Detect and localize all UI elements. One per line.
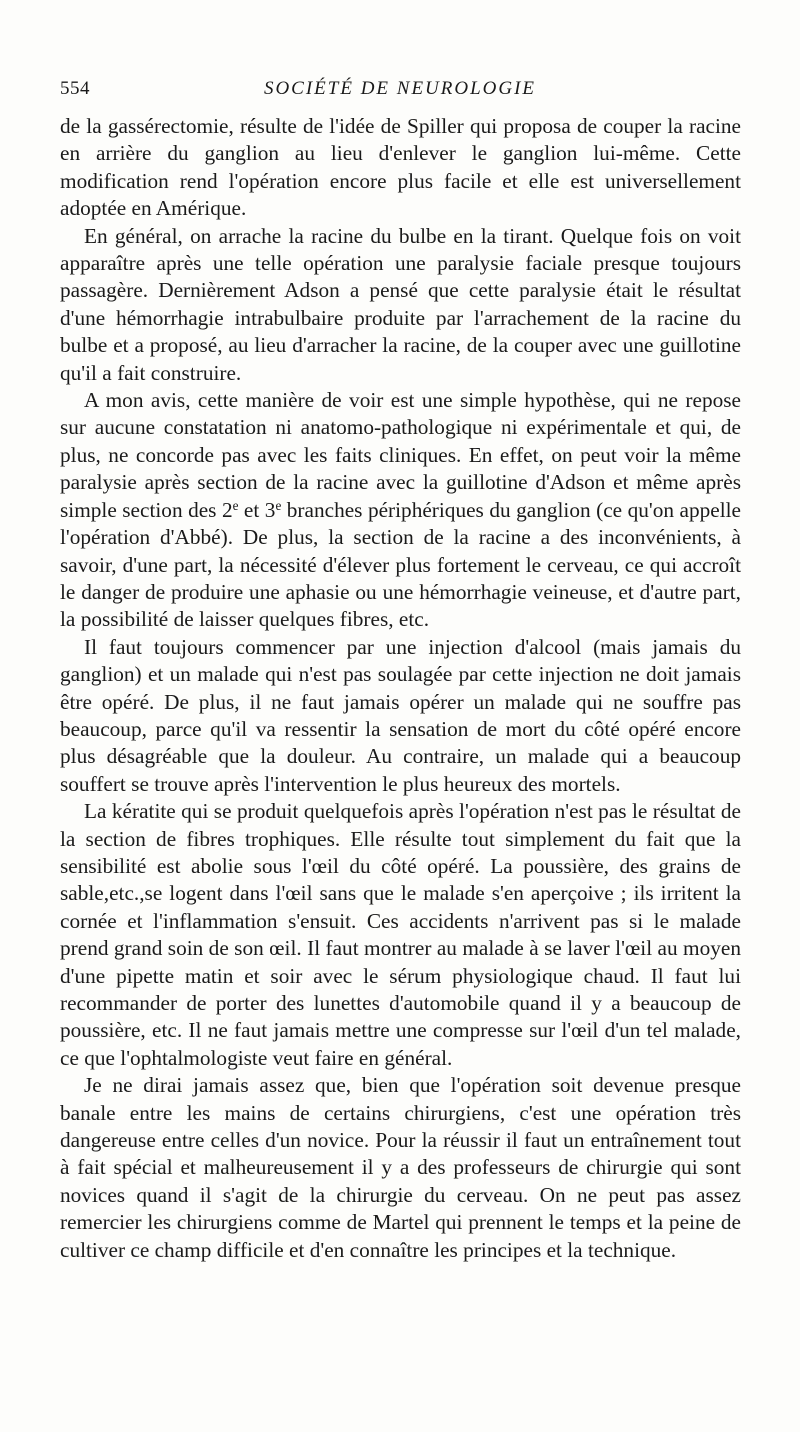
paragraph-2: En général, on arrache la racine du bulbe en la tirant. Quelque fois on voit apparaître après une telle opération une paralysie faciale presque toujours passagère. Dernièrement Adson a pensé que cette paralysie était le résultat d'une hémorrhagie intrabulbaire produite par l'arrachement de la racine du bulbe et a proposé, au lieu d'arracher la racine, de la couper avec une guillotine qu'il a fait construire. [60,223,741,385]
paragraph-1: de la gassérectomie, résulte de l'idée de Spiller qui proposa de couper la racine en arrière du ganglion au lieu d'enlever le ganglion lui-même. Cette modification rend l'opération encore plus facile et elle est universellement adoptée en Amérique. [60,114,741,221]
page-number: 554 [60,78,90,99]
paragraph-3 [60,387,741,634]
superscript-e: e [275,497,282,513]
paragraph-6: Je ne dirai jamais assez que, bien que l'opération soit devenue presque banale entre les mains de certains chirurgiens, c'est une opération très dangereuse entre celles d'un novice. Pour la réussir il faut un entraînement tout à fait spécial et malheureusement il y a des professeurs de chirurgie qui sont novices quand il s'agit de la chirurgie du cerveau. On ne peut pas assez remercier les chirurgiens comme de Martel qui prennent le temps et la peine de cultiver ce champ difficile et d'en connaître les principes et la technique. [60,1073,741,1262]
body-text [60,113,741,1264]
paragraph-3-part-b: et 3 [238,497,276,522]
running-head: SOCIÉTÉ DE NEUROLOGIE [263,78,537,99]
paragraph-4: Il faut toujours commencer par une injection d'alcool (mais jamais du ganglion) et un malade qui n'est pas soulagée par cette injection ne doit jamais être opéré. De plus, il ne faut jamais opérer un malade qui ne souffre pas beaucoup, parce qu'il va ressentir la sensation de mort du côté opéré encore plus désagréable que la douleur. Au contraire, un malade qui a beaucoup souffert se trouve après l'intervention le plus heureux des mortels. [60,634,741,796]
superscript-e: e [232,497,239,513]
paragraph-3-part-a: A mon avis, cette manière de voir est une simple hypothèse, qui ne repose sur aucune constatation ni anatomo-pathologique ni expérimentale et qui, de plus, ne concorde pas avec les faits cliniques. En effet, on peut voir la même paralysie après section de la racine avec la guillotine d'Adson et même après simple section des 2 [60,388,741,522]
paragraph-3-part-c: branches périphériques du ganglion (ce qu'on appelle l'opération d'Abbé). De plus, la section de la racine a des inconvénients, à savoir, d'une part, la nécessité d'élever plus fortement le cerveau, ce qui accroît le danger de produire une aphasie ou une hémorrhagie veineuse, et d'autre part, la possibilité de laisser quelques fibres, etc. [60,497,741,632]
page-header [60,78,740,102]
paragraph-5: La kératite qui se produit quelquefois après l'opération n'est pas le résultat de la section de fibres trophiques. Elle résulte tout simplement du fait que la sensibilité est abolie sous l'œil du côté opéré. La poussière, des grains de sable,etc.,se logent dans l'œil sans que le malade s'en aperçoive ; ils irritent la cornée et l'inflammation s'ensuit. Ces accidents n'arrivent pas si le malade prend grand soin de son œil. Il faut montrer au malade à se laver l'œil au moyen d'une pipette matin et soir avec le sérum physiologique chaud. Il faut lui recommander de porter des lunettes d'automobile quand il y a beaucoup de poussière, etc. Il ne faut jamais mettre une compresse sur l'œil d'un tel malade, ce que l'ophtalmologiste veut faire en général. [60,799,741,1070]
